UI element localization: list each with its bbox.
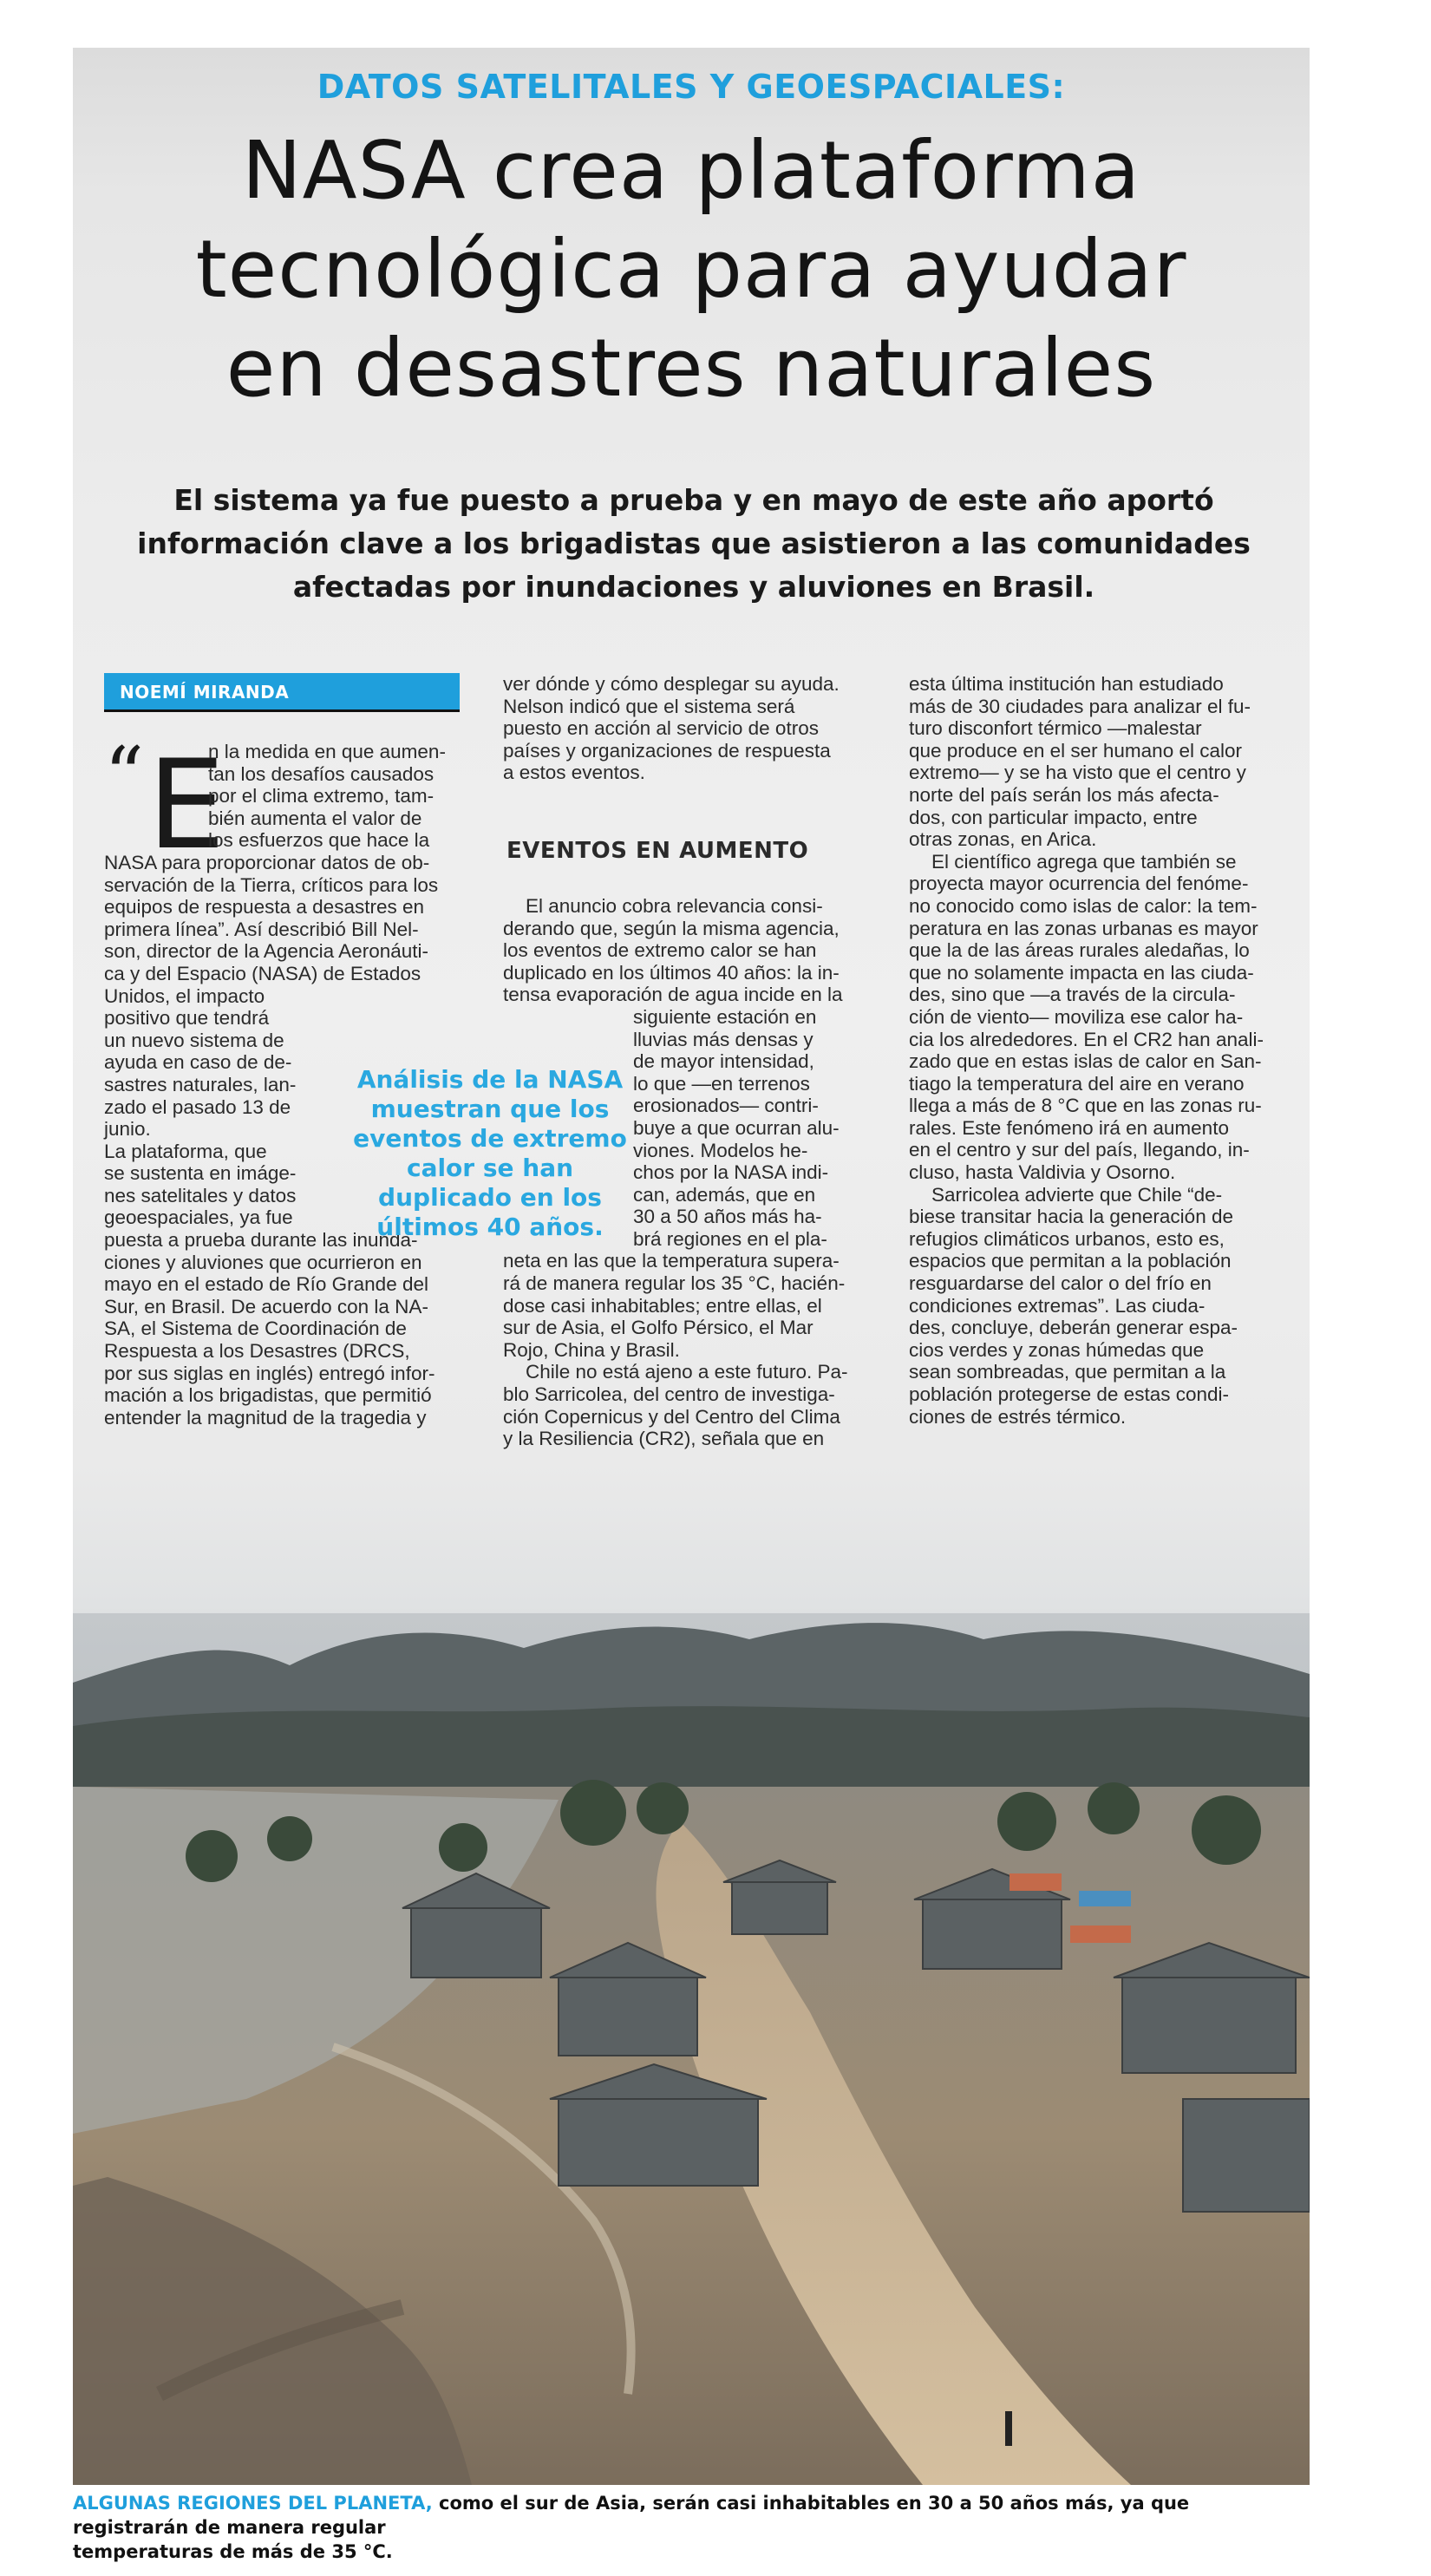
text-line: nes satelitales y datos	[104, 1184, 297, 1206]
text-line: equipos de respuesta a desastres en	[104, 896, 424, 919]
text-line: países y organizaciones de respuesta	[503, 739, 831, 762]
text-line: 30 a 50 años más ha-	[633, 1206, 822, 1228]
text-line: los esfuerzos que hace la	[208, 829, 430, 852]
text-line: rá de manera regular los 35 °C, hacién-	[503, 1272, 846, 1295]
text-line: viones. Modelos he-	[633, 1139, 808, 1161]
text-line: can, además, que en	[633, 1183, 816, 1206]
text-line: ción de viento— moviliza ese calor ha-	[909, 1005, 1244, 1028]
text-line: sur de Asia, el Golfo Pérsico, el Mar	[503, 1317, 814, 1339]
text-line: mación a los brigadistas, que permitió	[104, 1384, 432, 1407]
text-line: más de 30 ciudades para analizar el fu-	[909, 695, 1251, 717]
text-line: esta última institución han estudiado	[909, 673, 1224, 695]
text-line: Sur, en Brasil. De acuerdo con la NA-	[104, 1295, 428, 1317]
text-line: primera línea”. Así describió Bill Nel-	[104, 918, 419, 940]
text-line: NASA para proporcionar datos de ob-	[104, 851, 430, 873]
text-line: servación de la Tierra, críticos para los	[104, 873, 439, 896]
kicker: DATOS SATELITALES Y GEOESPACIALES:	[317, 68, 1066, 106]
subheadline	[130, 479, 1258, 609]
text-line: brá regiones en el pla-	[633, 1227, 827, 1250]
text-line: sastres naturales, lan-	[104, 1073, 297, 1095]
text-line: El anuncio cobra relevancia consi-	[526, 894, 823, 917]
text-line: resguardarse del calor o del frío en	[909, 1272, 1212, 1295]
text-line: erosionados— contri-	[633, 1095, 819, 1117]
pullquote-line: Análisis de la NASA	[356, 1065, 624, 1094]
text-line: ver dónde y cómo desplegar su ayuda.	[503, 673, 840, 695]
column-3	[909, 673, 1287, 1428]
text-line: des, concluye, deberán generar espa-	[909, 1317, 1238, 1339]
text-line: peratura en las zonas urbanas es mayor	[909, 917, 1258, 939]
photo-caption	[73, 2491, 1310, 2564]
text-line: proyecta mayor ocurrencia del fenóme-	[909, 873, 1249, 895]
text-line: a estos eventos.	[503, 762, 645, 784]
text-line: des, sino que —a través de la circula-	[909, 984, 1236, 1006]
text-line: Unidos, el impacto	[104, 984, 265, 1007]
text-line: los eventos de extremo calor se han	[503, 939, 817, 962]
text-line: cluso, hasta Valdivia y Osorno.	[909, 1161, 1176, 1184]
text-line: dose casi inhabitables; entre ellas, el	[503, 1294, 822, 1317]
text-line: refugios climáticos urbanos, esto es,	[909, 1227, 1225, 1250]
flood-photo-illustration	[73, 1613, 1310, 2485]
pullquote	[351, 1065, 629, 1242]
caption-text: temperaturas de más de 35 °C.	[73, 2541, 393, 2562]
column-2	[503, 673, 878, 1450]
text-line: ca y del Espacio (NASA) de Estados	[104, 962, 421, 984]
text-line: bién aumenta el valor de	[208, 807, 422, 829]
text-line: en el centro y sur del país, llegando, in-	[909, 1139, 1250, 1161]
subhead-line: información clave a los brigadistas que asistieron a las comunidades	[137, 526, 1251, 560]
text-line: geoespaciales, ya fue	[104, 1206, 293, 1229]
text-line: Rojo, China y Brasil.	[503, 1338, 680, 1361]
text-line: son, director de la Agencia Aeronáuti-	[104, 940, 428, 963]
text-line: espacios que permitan a la población	[909, 1250, 1232, 1272]
caption-text: como el sur de Asia, serán casi inhabitables en 30 a 50 años más, ya que registrarán de manera regular	[73, 2493, 1190, 2538]
text-line: buye a que ocurran alu-	[633, 1116, 840, 1139]
text-line: chos por la NASA indi-	[633, 1161, 829, 1184]
text-line: Chile no está ajeno a este futuro. Pa-	[526, 1361, 848, 1383]
text-line: ciones y aluviones que ocurrieron en	[104, 1251, 422, 1273]
subhead-line: afectadas por inundaciones y aluviones en Brasil.	[292, 570, 1095, 604]
text-line: positivo que tendrá	[104, 1007, 270, 1030]
text-line: puesto en acción al servicio de otros	[503, 717, 819, 740]
text-line: n la medida en que aumen-	[208, 741, 446, 762]
headline	[73, 121, 1310, 418]
headline-line: en desastres naturales	[225, 322, 1157, 415]
text-line: cios verdes y zonas húmedas que	[909, 1338, 1205, 1361]
text-line: junio.	[104, 1118, 151, 1141]
pullquote-line: calor se han	[406, 1154, 574, 1182]
headline-line: NASA crea plataforma	[241, 124, 1141, 217]
text-line: lluvias más densas y	[633, 1028, 814, 1050]
byline: NOEMÍ MIRANDA	[104, 673, 460, 709]
text-line: se sustenta en imáge-	[104, 1162, 297, 1185]
text-line: lo que —en terrenos	[633, 1072, 810, 1095]
text-line: entender la magnitud de la tragedia y	[104, 1406, 427, 1429]
text-line: Nelson indicó que el sistema será	[503, 695, 795, 717]
text-line: zado el pasado 13 de	[104, 1095, 291, 1118]
text-line: neta en las que la temperatura supera-	[503, 1250, 840, 1272]
pullquote-line: eventos de extremo	[353, 1124, 627, 1153]
text-line: dos, con particular impacto, entre	[909, 806, 1198, 828]
text-line: La plataforma, que	[104, 1140, 267, 1162]
text-line: SA, el Sistema de Coordinación de	[104, 1317, 407, 1340]
dropcap-letter: E	[147, 734, 225, 877]
text-line: El científico agrega que también se	[931, 850, 1237, 873]
text-line: que no solamente impacta en las ciuda-	[909, 961, 1254, 984]
text-line: derando que, según la misma agencia,	[503, 917, 840, 939]
text-line: condiciones extremas”. Las ciuda-	[909, 1294, 1206, 1317]
text-line: rales. Este fenómeno irá en aumento	[909, 1116, 1229, 1139]
text-line: un nuevo sistema de	[104, 1029, 284, 1051]
dropcap-quote: “	[104, 730, 145, 821]
text-line: llega a más de 8 °C que en las zonas ru-	[909, 1095, 1262, 1117]
text-line: ciones de estrés térmico.	[909, 1405, 1127, 1428]
text-line: cia los alrededores. En el CR2 han anali-	[909, 1028, 1264, 1050]
text-line: biese transitar hacia la generación de	[909, 1206, 1233, 1228]
pullquote-line: últimos 40 años.	[376, 1213, 604, 1241]
pullquote-line: duplicado en los	[378, 1183, 602, 1212]
text-line: norte del país serán los más afecta-	[909, 783, 1219, 806]
text-line: otras zonas, en Arica.	[909, 828, 1097, 851]
text-line: puesta a prueba durante las inunda-	[104, 1229, 418, 1252]
text-line: tiago la temperatura del aire en verano	[909, 1072, 1245, 1095]
caption-lead: ALGUNAS REGIONES DEL PLANETA,	[73, 2493, 433, 2514]
text-line: sean sombreadas, que permitan a la	[909, 1361, 1226, 1383]
headline-line: tecnológica para ayudar	[195, 223, 1187, 316]
text-line: turo disconfort térmico —malestar	[909, 717, 1202, 740]
text-line: tan los desafíos causados	[208, 762, 435, 785]
text-line: zado que en estas islas de calor en San-	[909, 1050, 1262, 1073]
text-line: que la de las áreas rurales aledañas, lo	[909, 939, 1250, 962]
subhead-line: El sistema ya fue puesto a prueba y en mayo de este año aportó	[173, 483, 1214, 517]
text-line: por el clima extremo, tam-	[208, 785, 435, 807]
text-line: de mayor intensidad,	[633, 1050, 814, 1073]
text-line: y la Resiliencia (CR2), señala que en	[503, 1428, 825, 1450]
text-line: Respuesta a los Desastres (DRCS,	[104, 1340, 410, 1363]
text-line: mayo en el estado de Río Grande del	[104, 1273, 428, 1296]
text-line: que produce en el ser humano el calor	[909, 739, 1242, 762]
text-line: duplicado en los últimos 40 años: la in-	[503, 961, 840, 984]
section-heading: EVENTOS EN AUMENTO	[506, 838, 809, 864]
byline-rule	[104, 709, 460, 712]
text-line: blo Sarricolea, del centro de investiga-	[503, 1383, 835, 1406]
text-line: extremo— y se ha visto que el centro y	[909, 762, 1246, 784]
text-line: población protegerse de estas condi-	[909, 1383, 1229, 1405]
text-line: ción Copernicus y del Centro del Clima	[503, 1405, 840, 1428]
flood-photo	[73, 1613, 1310, 2485]
text-line: Sarricolea advierte que Chile “de-	[931, 1183, 1223, 1206]
text-line: no conocido como islas de calor: la tem-	[909, 894, 1258, 917]
pullquote-line: muestran que los	[370, 1095, 610, 1123]
text-line: siguiente estación en	[633, 1005, 817, 1028]
text-line: por sus siglas en inglés) entregó infor-	[104, 1362, 435, 1384]
text-line: tensa evaporación de agua incide en la	[503, 984, 843, 1006]
text-line: ayuda en caso de de-	[104, 1051, 292, 1074]
